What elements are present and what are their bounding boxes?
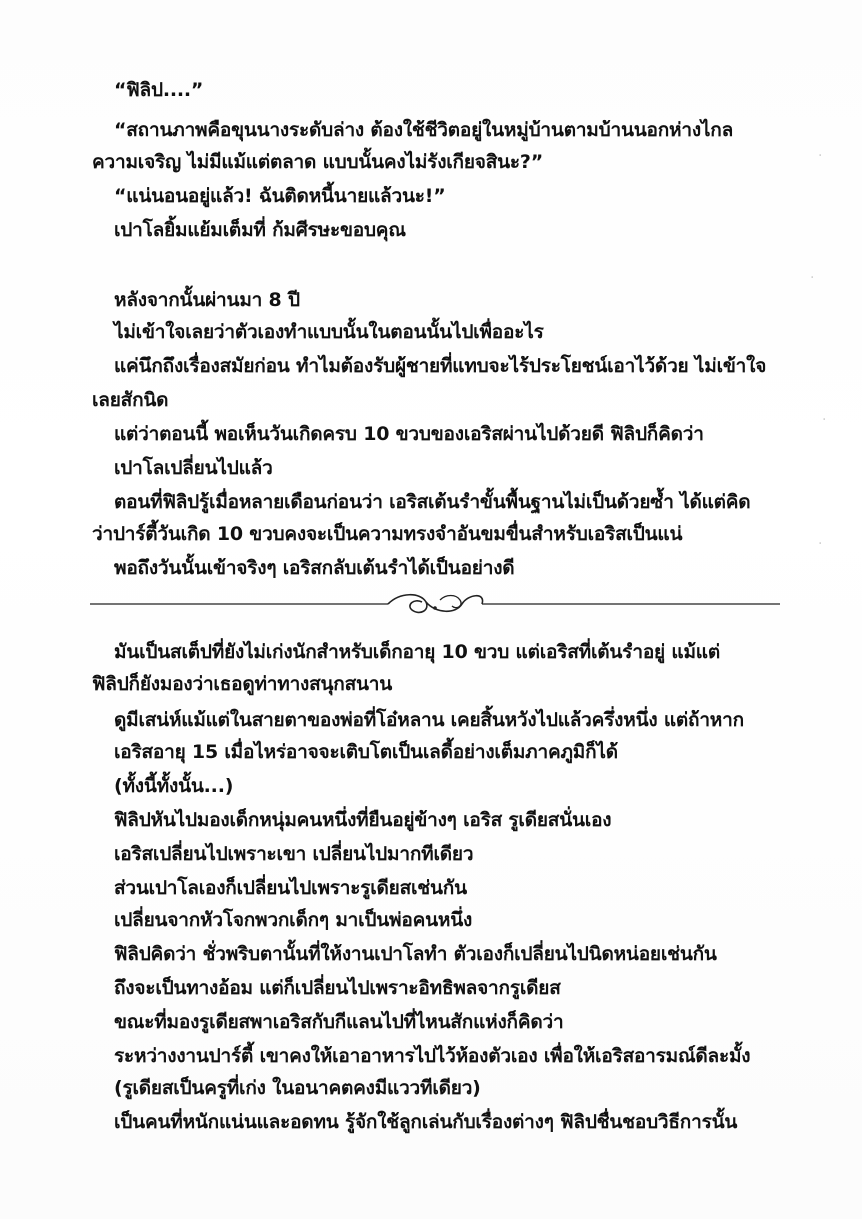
text-line: “แน่นอนอยู่แล้ว! ฉันติดหนี้นายแล้วนะ!” <box>114 185 446 207</box>
text-line: ว่าปาร์ตี้วันเกิด 10 ขวบคงจะเป็นความทรงจำอันขมขื่นสำหรับเอริสเป็นแน่ <box>92 523 683 545</box>
text-line: มันเป็นสเต็ปที่ยังไม่เก่งนักสำหรับเด็กอายุ 10 ขวบ แต่เอริสที่เต้นรำอยู่ แม้แต่ <box>114 641 720 663</box>
scan-speck: · <box>818 536 823 552</box>
text-line: เปาโลยิ้มแย้มเต็มที่ ก้มศีรษะขอบคุณ <box>114 219 406 241</box>
scan-speck: · <box>810 270 815 286</box>
text-line: ตอนที่ฟิลิปรู้เมื่อหลายเดือนก่อนว่า เอริสเต้นรำขั้นพื้นฐานไม่เป็นด้วยซ้ำ ได้แต่คิด <box>114 491 751 513</box>
text-line: แค่นึกถึงเรื่องสมัยก่อน ทำไมต้องรับผู้ชายที่แทบจะไร้ประโยชน์เอาไว้ด้วย ไม่เข้าใจ <box>114 355 767 377</box>
text-line: “ฟิลิป....” <box>114 79 204 101</box>
text-line: แต่ว่าตอนนี้ พอเห็นวันเกิดครบ 10 ขวบของเอริสผ่านไปด้วยดี ฟิลิปก็คิดว่า <box>114 423 704 445</box>
text-line: ฟิลิปหันไปมองเด็กหนุ่มคนหนึ่งที่ยืนอยู่ข้างๆ เอริส รูเดียสนั่นเอง <box>114 809 612 831</box>
text-line: ระหว่างงานปาร์ตี้ เขาคงให้เอาอาหารไปไว้ห้องตัวเอง เพื่อให้เอริสอารมณ์ดีละมั้ง <box>114 1045 751 1067</box>
scan-speck: · <box>818 148 823 164</box>
text-line: เปลี่ยนจากหัวโจกพวกเด็กๆ มาเป็นพ่อคนหนึ่ง <box>114 909 473 931</box>
section-divider-ornament <box>90 588 780 622</box>
text-line: เอริสเปลี่ยนไปเพราะเขา เปลี่ยนไปมากทีเดียว <box>114 843 474 865</box>
text-line: เปาโลเปลี่ยนไปแล้ว <box>114 457 273 479</box>
text-line: ไม่เข้าใจเลยว่าตัวเองทำแบบนั้นในตอนนั้นไปเพื่ออะไร <box>114 321 544 343</box>
text-line: ความเจริญ ไม่มีแม้แต่ตลาด แบบนั้นคงไม่รังเกียจสินะ?” <box>92 151 544 173</box>
text-line: เลยสักนิด <box>92 389 169 411</box>
text-line: ถึงจะเป็นทางอ้อม แต่ก็เปลี่ยนไปเพราะอิทธิพลจากรูเดียส <box>114 977 561 999</box>
text-line: ฟิลิปก็ยังมองว่าเธอดูท่าทางสนุกสนาน <box>92 673 393 695</box>
text-line: ส่วนเปาโลเองก็เปลี่ยนไปเพราะรูเดียสเช่นกัน <box>114 877 467 899</box>
text-line: (ทั้งนี้ทั้งนั้น...) <box>114 775 234 797</box>
text-line: เป็นคนที่หนักแน่นและอดทน รู้จักใช้ลูกเล่นกับเรื่องต่างๆ ฟิลิปชื่นชอบวิธีการนั้น <box>114 1111 738 1133</box>
scan-speck: · <box>822 412 827 428</box>
text-line: (รูเดียสเป็นครูที่เก่ง ในอนาคตคงมีแววทีเดียว) <box>114 1077 481 1099</box>
text-line: ขณะที่มองรูเดียสพาเอริสกับกีแลนไปที่ไหนสักแห่งก็คิดว่า <box>114 1011 564 1033</box>
text-line: ดูมีเสน่ห์แม้แต่ในสายตาของพ่อที่โอ๋หลาน เคยสิ้นหวังไปแล้วครึ่งหนึ่ง แต่ถ้าหาก <box>114 709 744 731</box>
text-line: ฟิลิปคิดว่า ชั่วพริบตานั้นที่ให้งานเปาโลทำ ตัวเองก็เปลี่ยนไปนิดหน่อยเช่นกัน <box>114 943 717 965</box>
text-line: เอริสอายุ 15 เมื่อไหร่อาจจะเติบโตเป็นเลดี้อย่างเต็มภาคภูมิก็ได้ <box>114 741 618 763</box>
text-line: “สถานภาพคือขุนนางระดับล่าง ต้องใช้ชีวิตอยู่ในหมู่บ้านตามบ้านนอกห่างไกล <box>114 119 734 141</box>
text-line: หลังจากนั้นผ่านมา 8 ปี <box>114 289 300 311</box>
text-line: พอถึงวันนั้นเข้าจริงๆ เอริสกลับเต้นรำได้เป็นอย่างดี <box>114 557 515 579</box>
